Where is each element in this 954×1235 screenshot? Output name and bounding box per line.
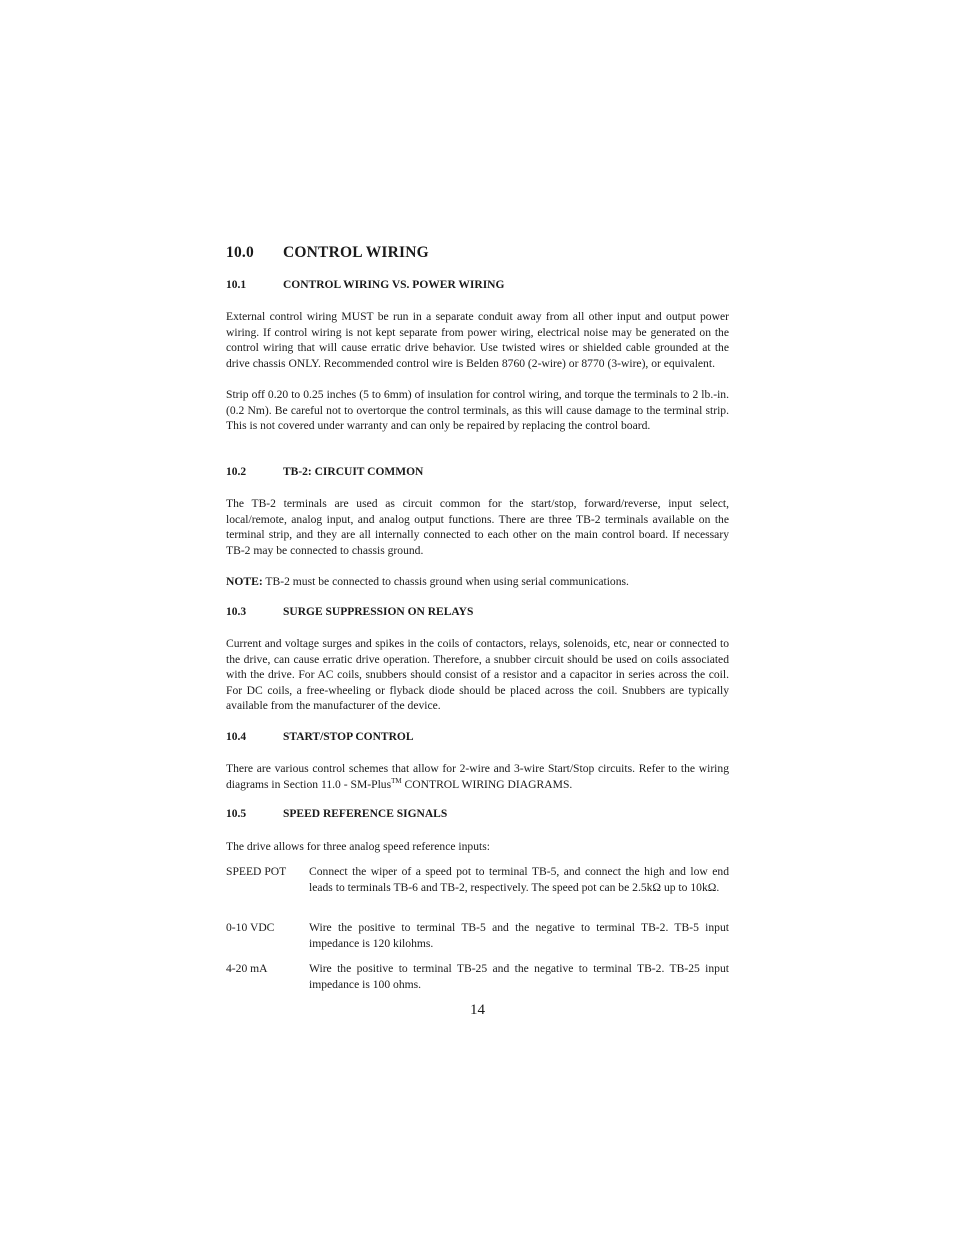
trademark-mark: TM	[391, 776, 402, 785]
subsection-heading-10-3	[226, 606, 473, 618]
subsection-number: 10.5	[226, 808, 247, 820]
subsection-title: CONTROL WIRING VS. POWER WIRING	[283, 279, 505, 291]
subsection-heading-10-4	[226, 731, 414, 743]
page-number: 14	[470, 1002, 485, 1018]
paragraph: Strip off 0.20 to 0.25 inches (5 to 6mm) of insulation for control wiring, and torque the terminals to 2 lb.-in. (0.2 Nm). Be careful not to overtorque the control terminals, as this will cause damage to the terminal strip. This is not covered under warranty and can only be repaired by replacing the control board.	[226, 388, 729, 433]
paragraph: Current and voltage surges and spikes in the coils of contactors, relays, solenoids, etc, near or connected to the drive, can cause erratic drive operation. Therefore, a snubber circuit should be used on coils associated with the drive. For AC coils, snubbers should consist of a resistor and a capacitor in series across the coil. For DC coils, a free-wheeling or flyback diode should be placed across the coil. Snubbers are typically available from the manufacturer of the device.	[226, 637, 729, 713]
note-paragraph	[226, 574, 729, 590]
section-number: 10.0	[226, 244, 254, 261]
definition-description: Wire the positive to terminal TB-5 and the negative to terminal TB-2. TB-5 input impedance is 120 kilohms.	[309, 921, 729, 950]
subsection-heading-10-1	[226, 279, 504, 291]
subsection-heading-10-2	[226, 466, 423, 478]
note-text: TB-2 must be connected to chassis ground when using serial communications.	[262, 575, 629, 588]
definition-term: SPEED POT	[226, 865, 287, 878]
paragraph: The drive allows for three analog speed reference inputs:	[226, 840, 490, 853]
definition-term: 0-10 VDC	[226, 921, 275, 934]
section-heading	[226, 244, 429, 262]
subsection-number: 10.1	[226, 279, 247, 291]
subsection-number: 10.2	[226, 466, 247, 478]
subsection-title: SPEED REFERENCE SIGNALS	[283, 808, 448, 820]
paragraph	[226, 761, 729, 792]
subsection-number: 10.4	[226, 731, 247, 743]
definition-term: 4-20 mA	[226, 962, 268, 975]
subsection-title: START/STOP CONTROL	[283, 731, 414, 743]
paragraph-text: CONTROL WIRING DIAGRAMS.	[401, 777, 573, 791]
paragraph-text: There are various control schemes that allow for 2-wire and 3-wire Start/Stop circuits. Refer to the wiring diagrams in Section 11.0 - SM-Plus	[226, 762, 729, 791]
subsection-title: SURGE SUPPRESSION ON RELAYS	[283, 606, 474, 618]
note-label: NOTE:	[226, 575, 263, 588]
subsection-heading-10-5	[226, 808, 447, 820]
subsection-number: 10.3	[226, 606, 247, 618]
section-title: CONTROL WIRING	[283, 244, 429, 261]
paragraph: External control wiring MUST be run in a separate conduit away from all other input and output power wiring. If control wiring is not kept separate from power wiring, electrical noise may be generated on the control wiring that will cause erratic drive behavior. Use twisted wires or shielded cable grounded at the drive chassis ONLY. Recommended control wire is Belden 8760 (2-wire) or 8770 (3-wire), or equivalent.	[226, 310, 729, 370]
subsection-title: TB-2: CIRCUIT COMMON	[283, 466, 424, 478]
definition-description: Connect the wiper of a speed pot to terminal TB-5, and connect the high and low end leads to terminals TB-6 and TB-2, respectively. The speed pot can be 2.5kΩ up to 10kΩ.	[309, 865, 729, 894]
definition-description: Wire the positive to terminal TB-25 and the negative to terminal TB-2. TB-25 input impedance is 100 ohms.	[309, 962, 729, 991]
paragraph: The TB-2 terminals are used as circuit common for the start/stop, forward/reverse, input select, local/remote, analog input, and analog output functions. There are three TB-2 terminals available on the terminal strip, and they are all internally connected to each other on the main control board. If necessary TB-2 may be connected to chassis ground.	[226, 497, 729, 557]
